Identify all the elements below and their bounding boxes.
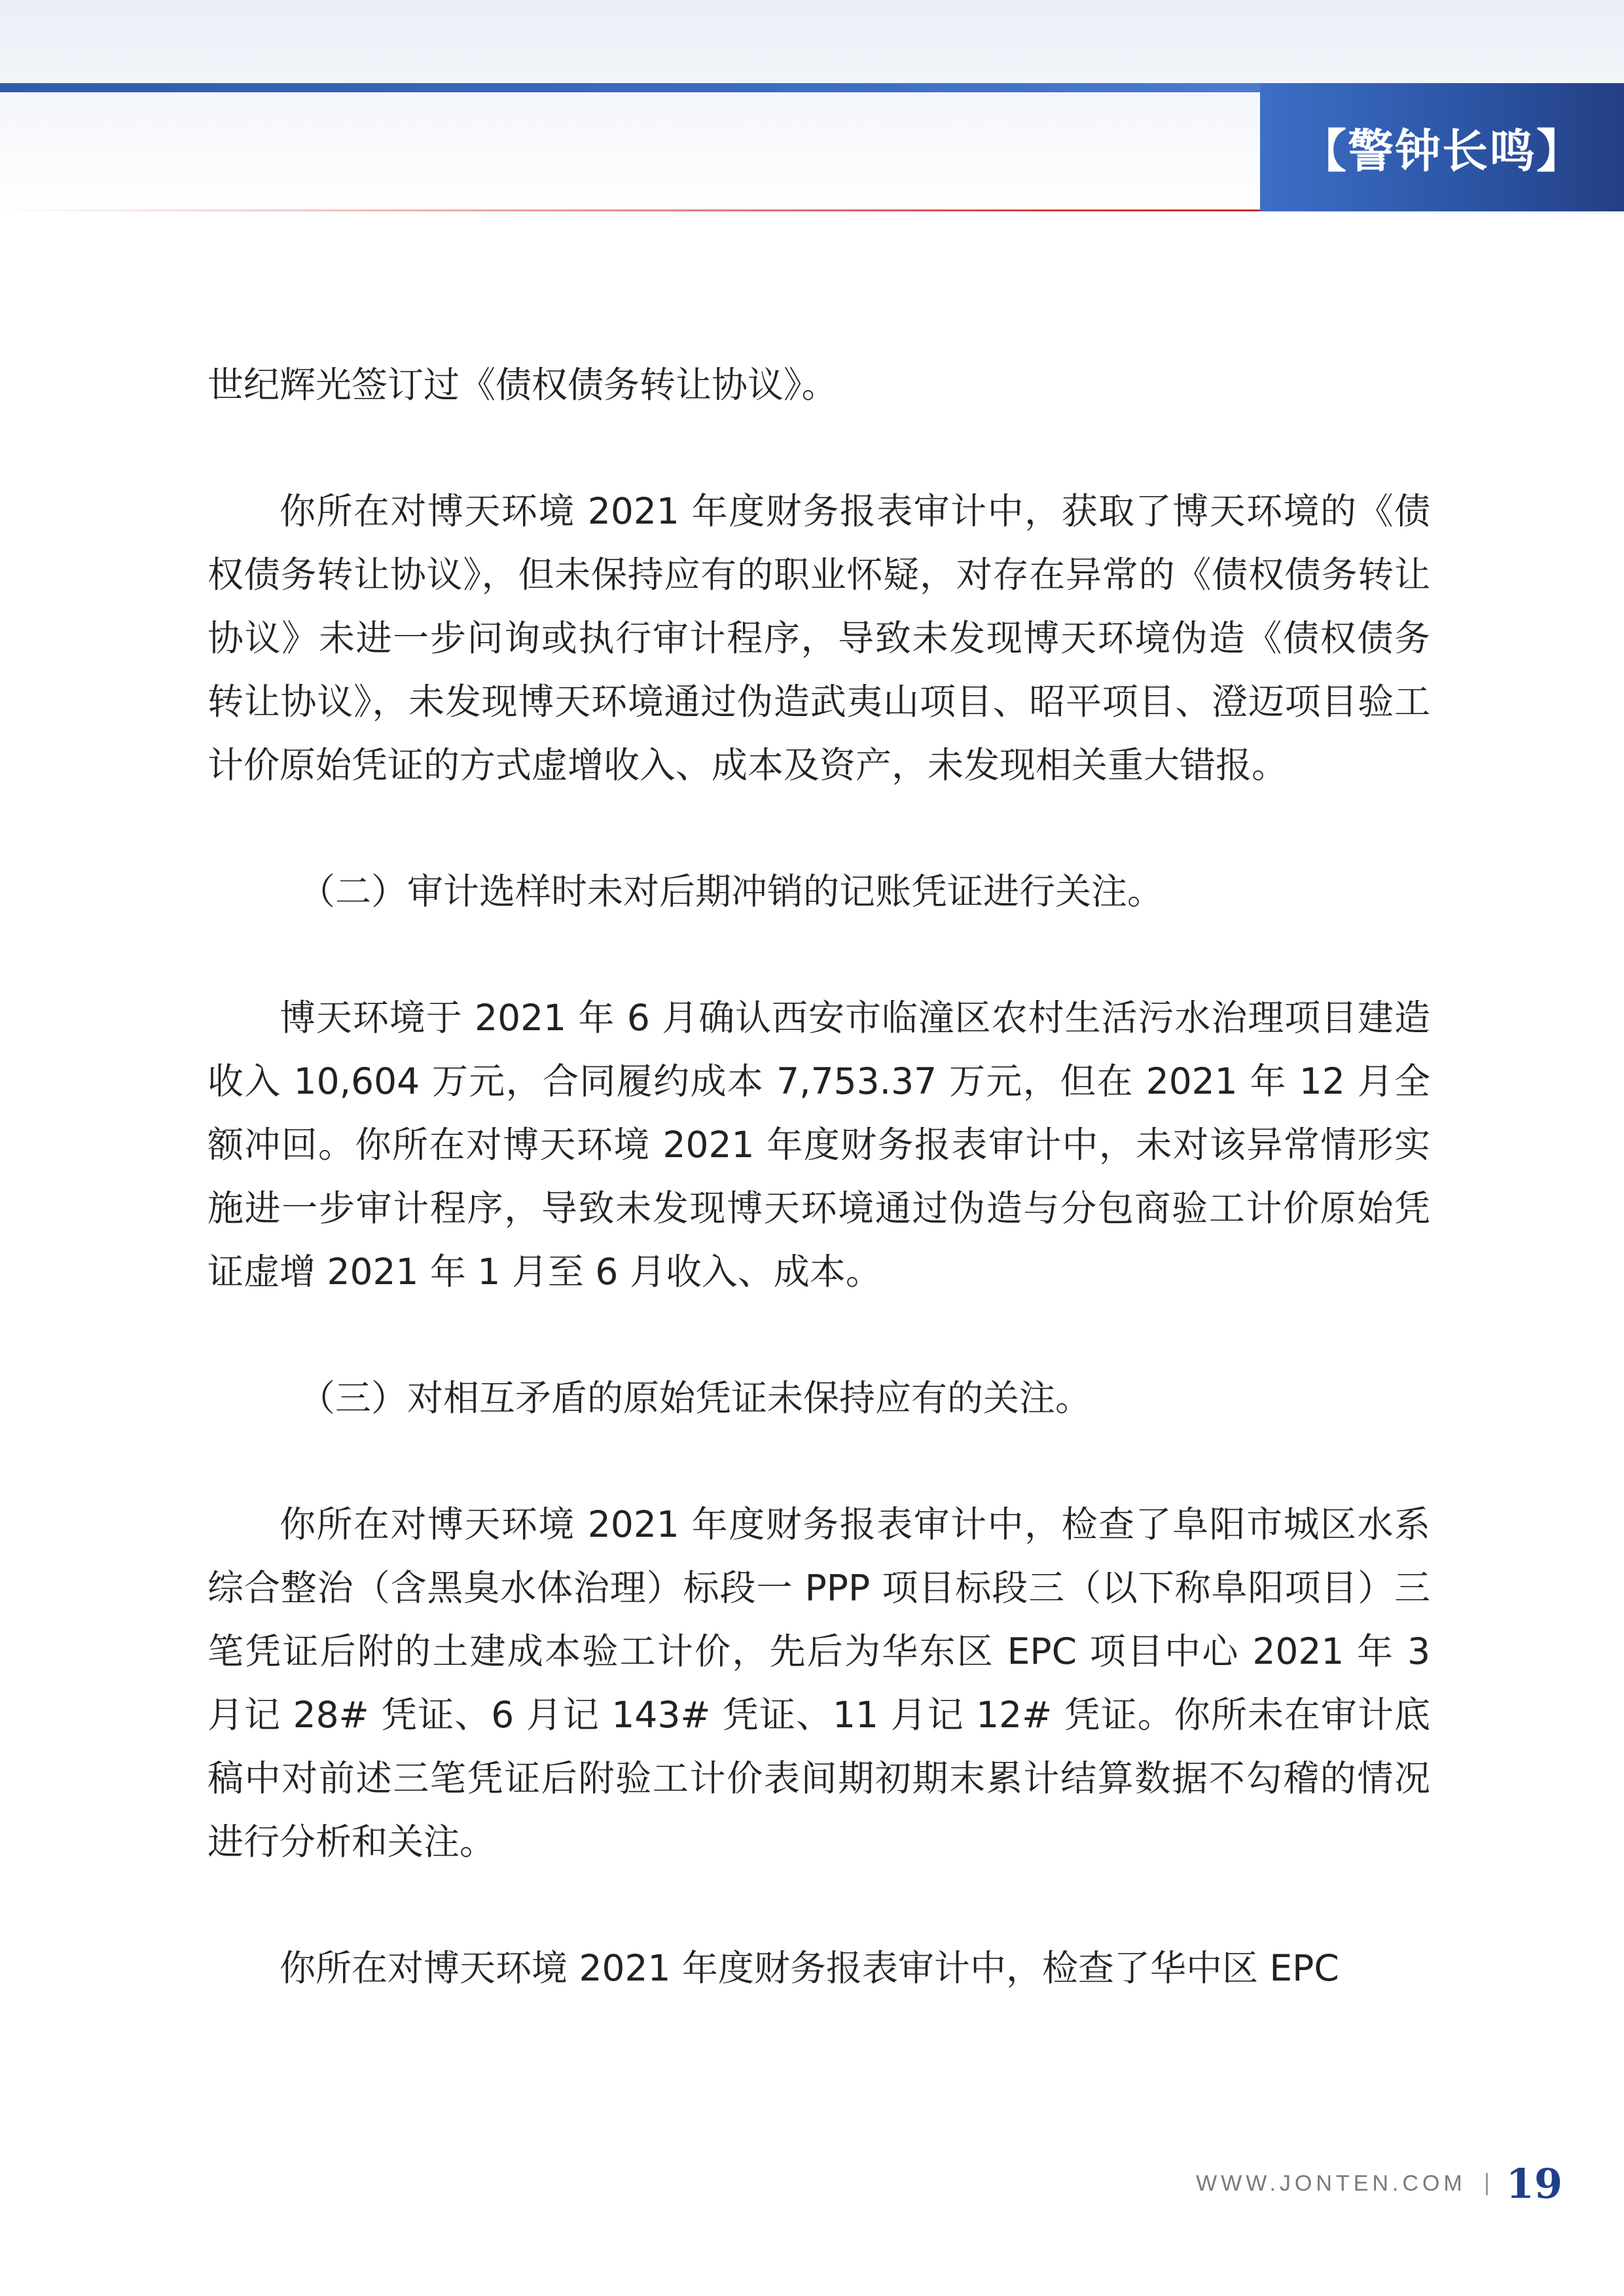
paragraph-continuation: 世纪辉光签订过《债权债务转让协议》。	[208, 364, 838, 406]
paragraph: 博天环境于 2021 年 6 月确认西安市临潼区农村生活污水治理项目建造收入 10,604 万元，合同履约成本 7,753.37 万元，但在 2021 年 12 月全额冲回。你所在对博天环境 2021 年度财务报表审计中，未对该异常情形实施进一步审计程序，导致未发现博天环境通过伪造与分包商验工计价原始凭证虚增 2021 年 1 月至 6 月收入、成本。	[208, 997, 1430, 1293]
footer-url: WWW.JONTEN.COM	[1196, 2171, 1466, 2196]
header-blue-rule	[0, 83, 1260, 92]
section-tag-box	[1260, 83, 1624, 211]
section-tag: 【警钟长鸣】	[1301, 123, 1583, 178]
page-footer	[1196, 2160, 1562, 2208]
header-red-rule	[0, 209, 1260, 211]
article-body	[208, 353, 1430, 2063]
footer-separator	[1486, 2173, 1488, 2195]
paragraph: 你所在对博天环境 2021 年度财务报表审计中，检查了阜阳市城区水系综合整治（含黑臭水体治理）标段一 PPP 项目标段三（以下称阜阳项目）三笔凭证后附的土建成本验工计价，先后为华东区 EPC 项目中心 2021 年 3 月记 28# 凭证、6 月记 143# 凭证、11 月记 12# 凭证。你所未在审计底稿中对前述三笔凭证后附验工计价表间期初期末累计结算数据不勾稽的情况进行分析和关注。	[208, 1503, 1430, 1863]
page-number: 19	[1506, 2160, 1562, 2208]
section-heading: （二）审计选样时未对后期冲销的记账凭证进行关注。	[299, 870, 1164, 912]
paragraph: 你所在对博天环境 2021 年度财务报表审计中，获取了博天环境的《债权债务转让协议》，但未保持应有的职业怀疑，对存在异常的《债权债务转让协议》未进一步问询或执行审计程序，导致未发现博天环境伪造《债权债务转让协议》，未发现博天环境通过伪造武夷山项目、昭平项目、澄迈项目验工计价原始凭证的方式虚增收入、成本及资产，未发现相关重大错报。	[208, 490, 1430, 786]
section-heading: （三）对相互矛盾的原始凭证未保持应有的关注。	[299, 1377, 1092, 1419]
paragraph-truncated: 你所在对博天环境 2021 年度财务报表审计中，检查了华中区 EPC	[280, 1947, 1339, 1989]
